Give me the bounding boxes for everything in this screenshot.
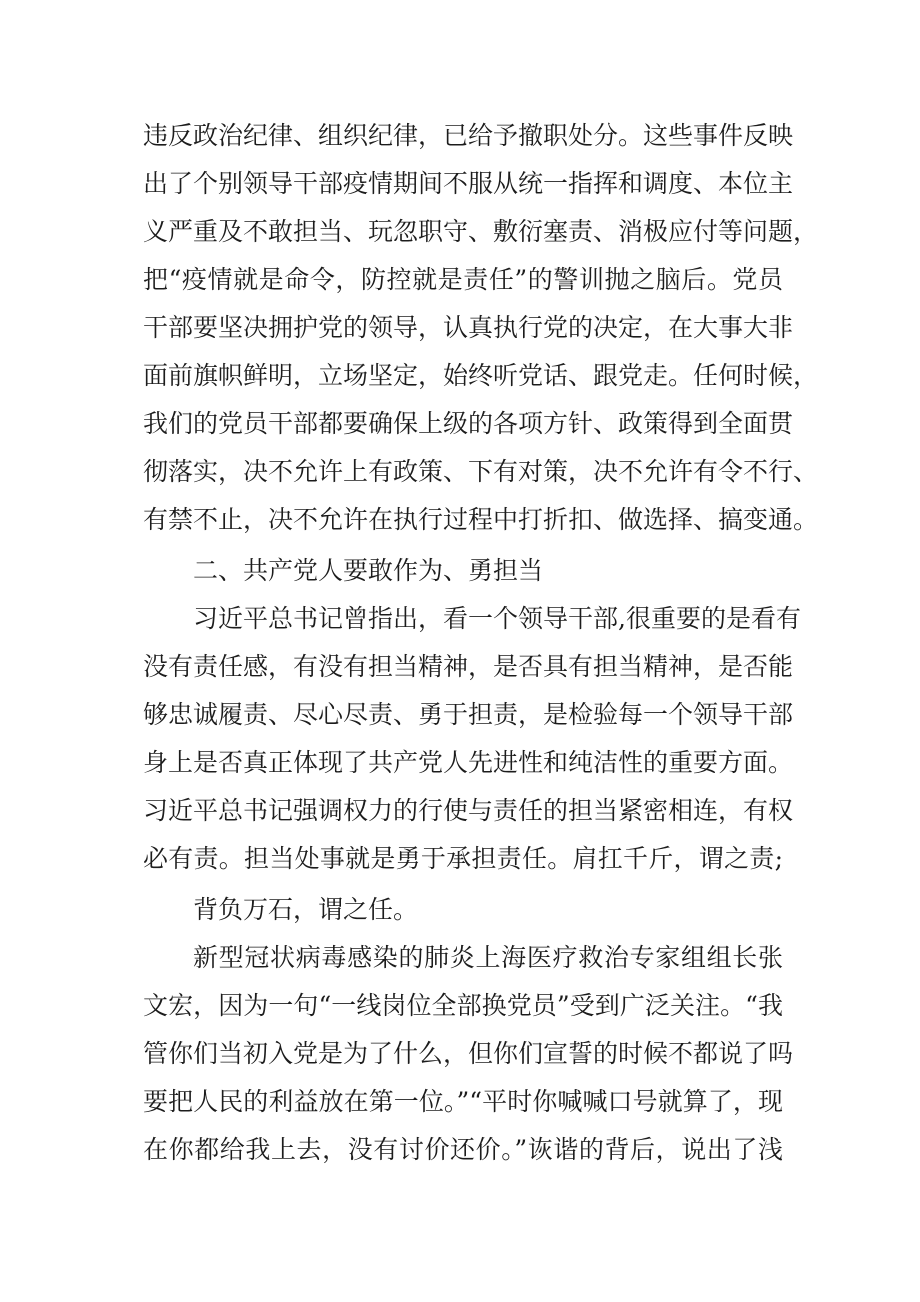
text-line-22: 在你都给我上去，没有讨价还价。”诙谐的背后，说出了浅 <box>143 1135 783 1164</box>
text-line-4: 把“疫情就是命令，防控就是责任”的警训抛之脑后。党员 <box>143 265 783 294</box>
text-line-21: 要把人民的利益放在第一位。”“平时你喊喊口号就算了，现 <box>143 1087 783 1116</box>
section-heading: 二、共产党人要敢作为、勇担当 <box>193 556 544 585</box>
text-line-2: 出了个别领导干部疫情期间不服从统一指挥和调度、本位主 <box>143 169 794 198</box>
text-line-15: 习近平总书记强调权力的行使与责任的担当紧密相连，有权 <box>143 796 794 825</box>
text-line-20: 管你们当初入党是为了什么，但你们宣誓的时候不都说了吗 <box>143 1039 794 1068</box>
text-line-18: 新型冠状病毒感染的肺炎上海医疗救治专家组组长张 <box>193 943 783 972</box>
text-line-13: 够忠诚履责、尽心尽责、勇于担责，是检验每一个领导干部 <box>143 700 794 729</box>
text-line-19: 文宏，因为一句“一线岗位全部换党员”受到广泛关注。“我 <box>143 991 783 1020</box>
text-line-5: 干部要坚决拥护党的领导，认真执行党的决定，在大事大非 <box>143 313 794 342</box>
text-line-17: 背负万石，谓之任。 <box>193 895 419 924</box>
text-line-3: 义严重及不敢担当、玩忽职守、敷衍塞责、消极应付等问题， <box>143 217 819 246</box>
text-line-9: 有禁不止，决不允许在执行过程中打折扣、做选择、搞变通。 <box>143 505 819 534</box>
text-line-16: 必有责。担当处事就是勇于承担责任。肩扛千斤，谓之责; <box>143 844 783 873</box>
text-line-1: 违反政治纪律、组织纪律，已给予撤职处分。这些事件反映 <box>143 121 794 150</box>
text-line-12: 没有责任感，有没有担当精神，是否具有担当精神，是否能 <box>143 652 794 681</box>
text-line-8: 彻落实，决不允许上有政策、下有对策，决不允许有令不行、 <box>143 457 819 486</box>
text-line-6: 面前旗帜鲜明，立场坚定，始终听党话、跟党走。任何时候， <box>143 361 819 390</box>
text-line-11: 习近平总书记曾指出，看一个领导干部,很重要的是看有 <box>193 604 801 633</box>
text-line-14: 身上是否真正体现了共产党人先进性和纯洁性的重要方面。 <box>143 748 794 777</box>
text-line-7: 我们的党员干部都要确保上级的各项方针、政策得到全面贯 <box>143 409 794 438</box>
